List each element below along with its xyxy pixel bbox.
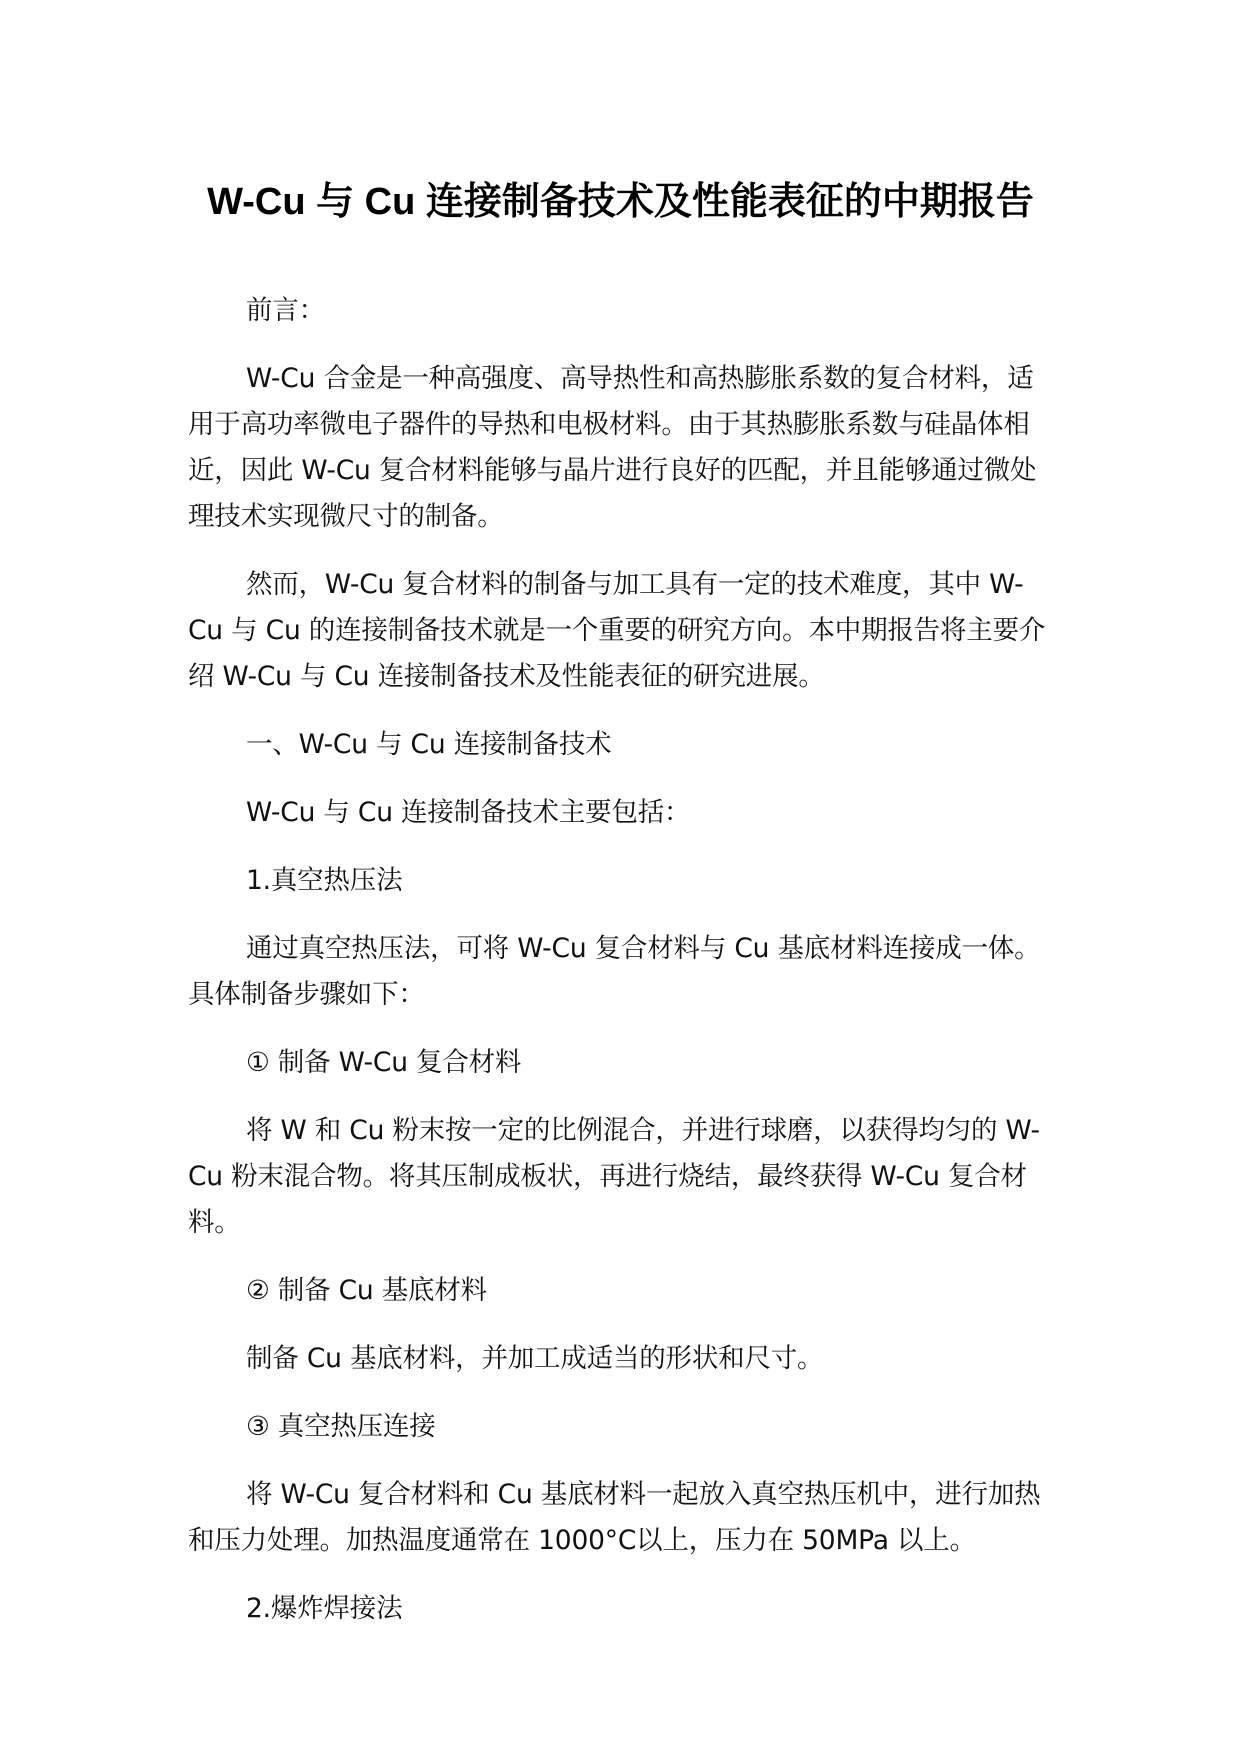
step-heading-2: ② 制备 Cu 基底材料: [246, 1275, 487, 1306]
paragraph-preface-heading: 前言：: [246, 295, 325, 326]
paragraph-step-1: 将 W 和 Cu 粉末按一定的比例混合，并进行球磨，以获得均匀的 W-Cu 粉末混合物。将其压制成板状，再进行烧结，最终获得 W-Cu 复合材料。: [188, 1115, 1040, 1238]
section-heading-joining-techniques: 一、W-Cu 与 Cu 连接制备技术: [246, 729, 612, 760]
paragraph-step-3: 将 W-Cu 复合材料和 Cu 基底材料一起放入真空热压机中，进行加热和压力处理。加热温度通常在 1000°C以上，压力在 50MPa 以上。: [188, 1479, 1041, 1556]
step-heading-3: ③ 真空热压连接: [246, 1411, 436, 1442]
paragraph-research-direction: 然而，W-Cu 复合材料的制备与加工具有一定的技术难度，其中 W-Cu 与 Cu 的连接制备技术就是一个重要的研究方向。本中期报告将主要介绍 W-Cu 与 Cu 连接制备技术及性能表征的研究进展。: [188, 569, 1046, 692]
paragraph-techniques-include: W-Cu 与 Cu 连接制备技术主要包括：: [246, 797, 691, 828]
document-title: W-Cu 与 Cu 连接制备技术及性能表征的中期报告: [207, 181, 1034, 223]
subsection-heading-vacuum-hot-press: 1.真空热压法: [246, 865, 403, 896]
step-heading-1: ① 制备 W-Cu 复合材料: [246, 1047, 522, 1078]
paragraph-vacuum-hot-press-intro: 通过真空热压法，可将 W-Cu 复合材料与 Cu 基底材料连接成一体。具体制备步骤如下：: [188, 933, 1041, 1010]
paragraph-step-2: 制备 Cu 基底材料，并加工成适当的形状和尺寸。: [246, 1343, 824, 1374]
paragraph-intro: W-Cu 合金是一种高强度、高导热性和高热膨胀系数的复合材料，适用于高功率微电子器件的导热和电极材料。由于其热膨胀系数与硅晶体相近，因此 W-Cu 复合材料能够与晶片进行良好的匹配，并且能够通过微处理技术实现微尺寸的制备。: [188, 363, 1037, 532]
subsection-heading-explosive-welding: 2.爆炸焊接法: [246, 1593, 403, 1624]
document-body: [188, 288, 1058, 1654]
